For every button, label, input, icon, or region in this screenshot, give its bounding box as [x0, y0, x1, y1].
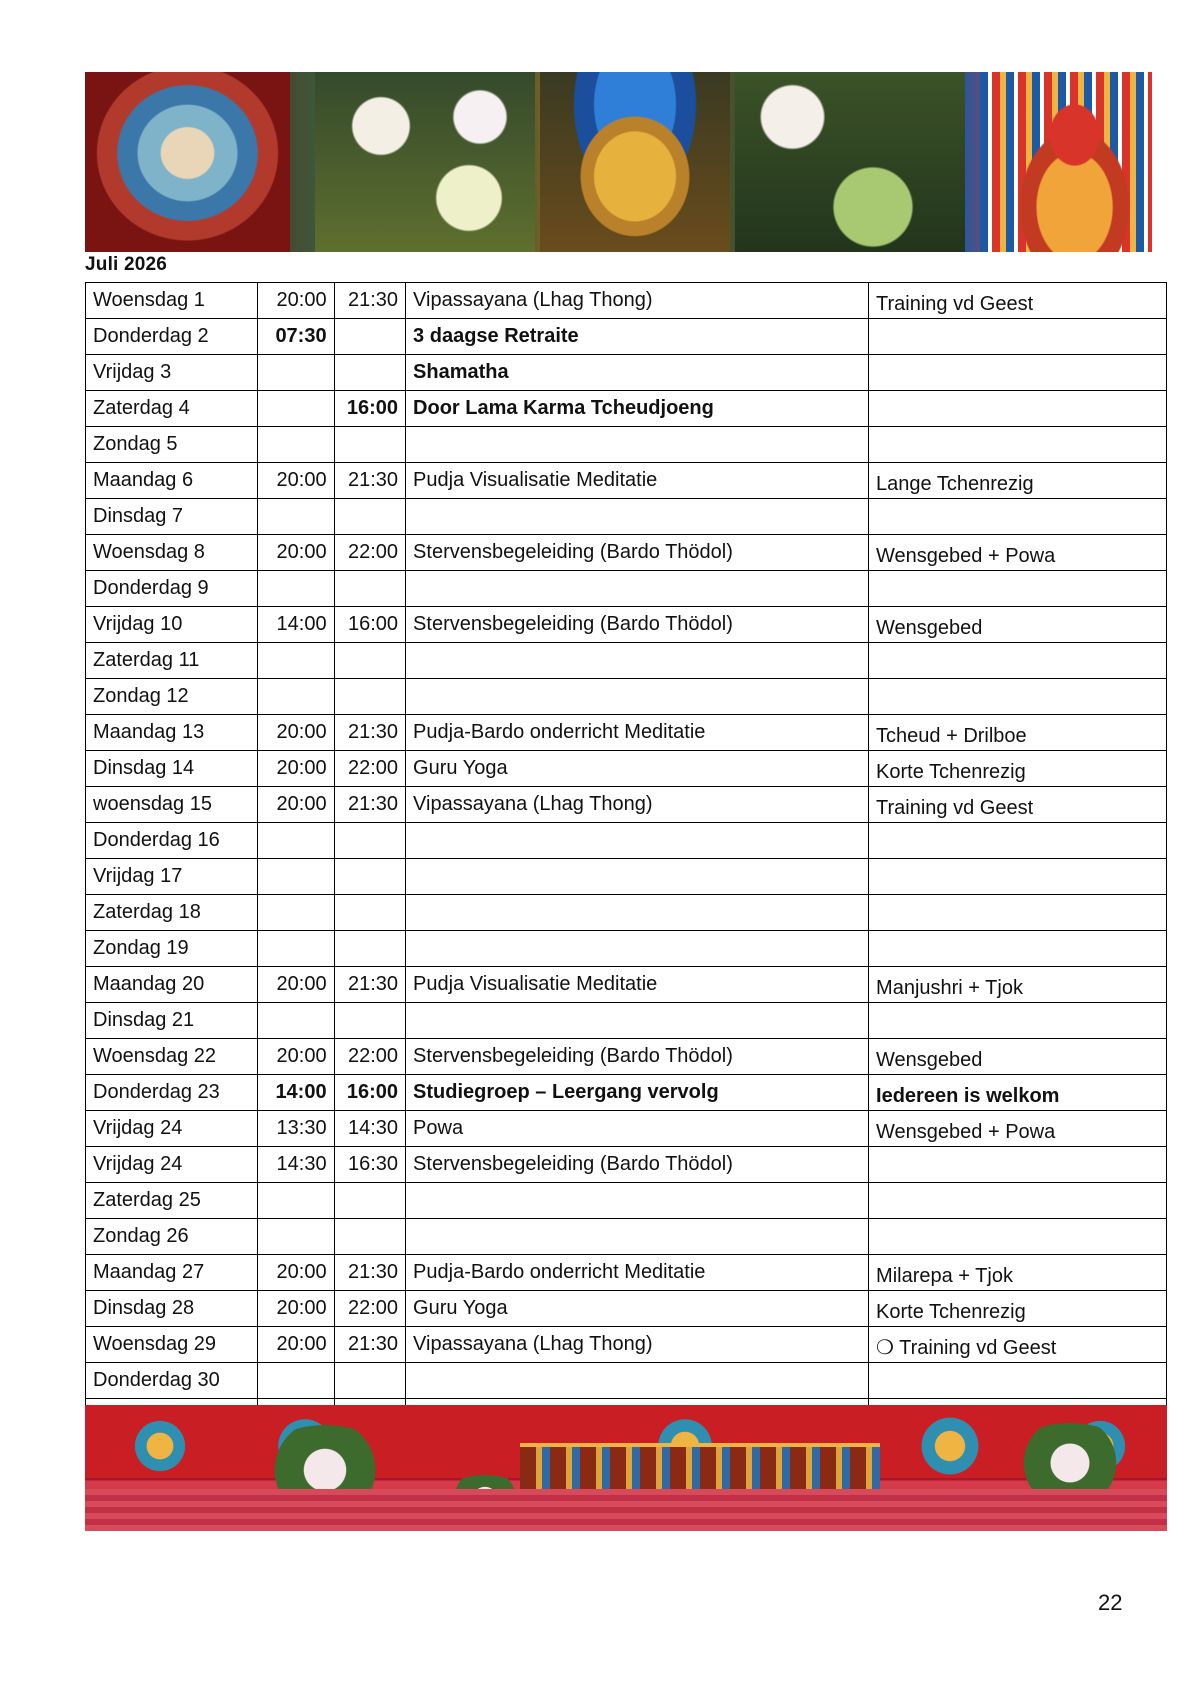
day-cell: Dinsdag 14: [86, 751, 258, 787]
event-cell: [406, 931, 869, 967]
day-cell: Vrijdag 24: [86, 1147, 258, 1183]
day-cell: Zondag 12: [86, 679, 258, 715]
event-cell: Powa: [406, 1111, 869, 1147]
flower-arrangement-left: [315, 72, 535, 252]
day-cell: Vrijdag 24: [86, 1111, 258, 1147]
end-time-cell: [334, 1003, 405, 1039]
event-cell: [406, 859, 869, 895]
deity-painting-left: [85, 72, 290, 252]
event-cell: Studiegroep – Leergang vervolg: [406, 1075, 869, 1111]
schedule-row: [86, 391, 1167, 427]
event-cell: 3 daagse Retraite: [406, 319, 869, 355]
schedule-row: [86, 967, 1167, 1003]
start-time-cell: 20:00: [258, 1255, 334, 1291]
end-time-cell: [334, 499, 405, 535]
day-cell: Zondag 5: [86, 427, 258, 463]
note-cell: Iedereen is welkom: [869, 1075, 1167, 1111]
day-cell: Zaterdag 18: [86, 895, 258, 931]
note-cell: [869, 1219, 1167, 1255]
day-cell: Maandag 6: [86, 463, 258, 499]
schedule-table: [85, 282, 1167, 1435]
start-time-cell: 20:00: [258, 787, 334, 823]
end-time-cell: 16:30: [334, 1147, 405, 1183]
day-cell: Woensdag 29: [86, 1327, 258, 1363]
end-time-cell: 21:30: [334, 787, 405, 823]
end-time-cell: 22:00: [334, 1291, 405, 1327]
note-cell: [869, 859, 1167, 895]
schedule-row: [86, 283, 1167, 319]
note-cell: Lange Tchenrezig: [869, 463, 1167, 499]
schedule-row: [86, 535, 1167, 571]
start-time-cell: [258, 931, 334, 967]
day-cell: Woensdag 1: [86, 283, 258, 319]
note-cell: [869, 355, 1167, 391]
schedule-row: [86, 1075, 1167, 1111]
event-cell: [406, 1183, 869, 1219]
note-cell: [869, 571, 1167, 607]
end-time-cell: 22:00: [334, 751, 405, 787]
note-cell: Wensgebed + Powa: [869, 1111, 1167, 1147]
note-cell: Training vd Geest: [869, 283, 1167, 319]
end-time-cell: [334, 1219, 405, 1255]
schedule-row: [86, 1255, 1167, 1291]
schedule-row: [86, 859, 1167, 895]
note-cell: [869, 1147, 1167, 1183]
schedule-row: [86, 1327, 1167, 1363]
start-time-cell: [258, 355, 334, 391]
end-time-cell: [334, 355, 405, 391]
note-cell: Training vd Geest: [869, 787, 1167, 823]
event-cell: [406, 643, 869, 679]
month-title: Juli 2026: [85, 254, 168, 275]
end-time-cell: 16:00: [334, 607, 405, 643]
start-time-cell: [258, 391, 334, 427]
schedule-row: [86, 1291, 1167, 1327]
note-cell: [869, 931, 1167, 967]
end-time-cell: 21:30: [334, 1255, 405, 1291]
start-time-cell: [258, 895, 334, 931]
deity-painting-right: [980, 72, 1152, 252]
note-cell: [869, 319, 1167, 355]
start-time-cell: 20:00: [258, 283, 334, 319]
start-time-cell: [258, 499, 334, 535]
note-cell: [869, 1003, 1167, 1039]
start-time-cell: [258, 679, 334, 715]
ornament: [885, 1411, 1015, 1481]
event-cell: [406, 823, 869, 859]
start-time-cell: 14:00: [258, 607, 334, 643]
end-time-cell: 21:30: [334, 715, 405, 751]
event-cell: [406, 1003, 869, 1039]
start-time-cell: 14:00: [258, 1075, 334, 1111]
event-cell: Pudja Visualisatie Meditatie: [406, 967, 869, 1003]
schedule-row: [86, 1003, 1167, 1039]
start-time-cell: [258, 571, 334, 607]
note-cell: Wensgebed: [869, 607, 1167, 643]
day-cell: Maandag 20: [86, 967, 258, 1003]
schedule-row: [86, 679, 1167, 715]
schedule-body: [86, 283, 1167, 1435]
end-time-cell: [334, 571, 405, 607]
note-cell: Wensgebed: [869, 1039, 1167, 1075]
note-cell: Tcheud + Drilboe: [869, 715, 1167, 751]
start-time-cell: 20:00: [258, 715, 334, 751]
schedule-row: [86, 1039, 1167, 1075]
note-cell: Milarepa + Tjok: [869, 1255, 1167, 1291]
start-time-cell: 20:00: [258, 1327, 334, 1363]
event-cell: [406, 895, 869, 931]
end-time-cell: 16:00: [334, 391, 405, 427]
note-cell: [869, 643, 1167, 679]
day-cell: Vrijdag 17: [86, 859, 258, 895]
golden-buddha-statue: [540, 72, 730, 252]
day-cell: Donderdag 2: [86, 319, 258, 355]
event-cell: [406, 1363, 869, 1399]
schedule-row: [86, 823, 1167, 859]
schedule-row: [86, 715, 1167, 751]
start-time-cell: [258, 823, 334, 859]
schedule-row: [86, 1111, 1167, 1147]
end-time-cell: 22:00: [334, 535, 405, 571]
schedule-row: [86, 1147, 1167, 1183]
schedule-row: [86, 1183, 1167, 1219]
header-banner-image: [85, 72, 1152, 252]
end-time-cell: [334, 859, 405, 895]
start-time-cell: [258, 859, 334, 895]
page-number: 22: [1098, 1590, 1123, 1615]
day-cell: Donderdag 9: [86, 571, 258, 607]
note-cell: Wensgebed + Powa: [869, 535, 1167, 571]
start-time-cell: [258, 1363, 334, 1399]
note-cell: [869, 427, 1167, 463]
note-cell: Manjushri + Tjok: [869, 967, 1167, 1003]
day-cell: Donderdag 30: [86, 1363, 258, 1399]
start-time-cell: 14:30: [258, 1147, 334, 1183]
note-cell: Korte Tchenrezig: [869, 1291, 1167, 1327]
event-cell: [406, 679, 869, 715]
schedule-row: [86, 1363, 1167, 1399]
schedule-row: [86, 499, 1167, 535]
start-time-cell: 20:00: [258, 463, 334, 499]
end-time-cell: [334, 679, 405, 715]
day-cell: Woensdag 8: [86, 535, 258, 571]
day-cell: Zaterdag 11: [86, 643, 258, 679]
note-cell: Korte Tchenrezig: [869, 751, 1167, 787]
note-cell: [869, 679, 1167, 715]
day-cell: Zaterdag 4: [86, 391, 258, 427]
note-cell: [869, 1183, 1167, 1219]
event-cell: Stervensbegeleiding (Bardo Thödol): [406, 607, 869, 643]
start-time-cell: 13:30: [258, 1111, 334, 1147]
end-time-cell: 14:30: [334, 1111, 405, 1147]
footer-banner-image: [85, 1405, 1167, 1531]
day-cell: Donderdag 16: [86, 823, 258, 859]
day-cell: Vrijdag 10: [86, 607, 258, 643]
schedule-row: [86, 427, 1167, 463]
start-time-cell: [258, 427, 334, 463]
note-cell: [869, 1363, 1167, 1399]
schedule-row: [86, 751, 1167, 787]
schedule-row: [86, 463, 1167, 499]
schedule-row: [86, 355, 1167, 391]
flower-arrangement-right: [735, 72, 965, 252]
day-cell: Woensdag 22: [86, 1039, 258, 1075]
day-cell: Dinsdag 7: [86, 499, 258, 535]
end-time-cell: [334, 931, 405, 967]
schedule-row: [86, 895, 1167, 931]
event-cell: [406, 571, 869, 607]
end-time-cell: [334, 895, 405, 931]
note-cell: [869, 499, 1167, 535]
schedule-row: [86, 607, 1167, 643]
event-cell: Pudja-Bardo onderricht Meditatie: [406, 715, 869, 751]
schedule-row: [86, 1219, 1167, 1255]
schedule-row: [86, 319, 1167, 355]
day-cell: Dinsdag 21: [86, 1003, 258, 1039]
day-cell: Maandag 27: [86, 1255, 258, 1291]
end-time-cell: 21:30: [334, 463, 405, 499]
schedule-row: [86, 931, 1167, 967]
event-cell: Guru Yoga: [406, 751, 869, 787]
schedule-row: [86, 643, 1167, 679]
end-time-cell: [334, 823, 405, 859]
schedule-row: [86, 571, 1167, 607]
event-cell: [406, 1219, 869, 1255]
day-cell: Zaterdag 25: [86, 1183, 258, 1219]
start-time-cell: [258, 1219, 334, 1255]
schedule-row: [86, 787, 1167, 823]
note-cell: [869, 823, 1167, 859]
start-time-cell: 20:00: [258, 1291, 334, 1327]
event-cell: [406, 427, 869, 463]
start-time-cell: 20:00: [258, 967, 334, 1003]
end-time-cell: 21:30: [334, 283, 405, 319]
day-cell: Zondag 26: [86, 1219, 258, 1255]
event-cell: Door Lama Karma Tcheudjoeng: [406, 391, 869, 427]
end-time-cell: 21:30: [334, 1327, 405, 1363]
start-time-cell: 07:30: [258, 319, 334, 355]
day-cell: Donderdag 23: [86, 1075, 258, 1111]
end-time-cell: [334, 427, 405, 463]
red-carpet: [85, 1489, 1167, 1531]
event-cell: Guru Yoga: [406, 1291, 869, 1327]
note-cell: [869, 895, 1167, 931]
end-time-cell: [334, 1183, 405, 1219]
start-time-cell: [258, 1003, 334, 1039]
end-time-cell: 22:00: [334, 1039, 405, 1075]
end-time-cell: [334, 643, 405, 679]
note-cell: [869, 391, 1167, 427]
end-time-cell: 21:30: [334, 967, 405, 1003]
day-cell: Vrijdag 3: [86, 355, 258, 391]
start-time-cell: 20:00: [258, 535, 334, 571]
event-cell: Stervensbegeleiding (Bardo Thödol): [406, 1147, 869, 1183]
start-time-cell: 20:00: [258, 751, 334, 787]
end-time-cell: 16:00: [334, 1075, 405, 1111]
note-cell: ❍ Training vd Geest: [869, 1327, 1167, 1363]
event-cell: Pudja Visualisatie Meditatie: [406, 463, 869, 499]
event-cell: Stervensbegeleiding (Bardo Thödol): [406, 535, 869, 571]
ornament: [105, 1411, 215, 1481]
event-cell: Vipassayana (Lhag Thong): [406, 787, 869, 823]
event-cell: Pudja-Bardo onderricht Meditatie: [406, 1255, 869, 1291]
event-cell: [406, 499, 869, 535]
event-cell: Stervensbegeleiding (Bardo Thödol): [406, 1039, 869, 1075]
day-cell: Zondag 19: [86, 931, 258, 967]
start-time-cell: [258, 1183, 334, 1219]
event-cell: Vipassayana (Lhag Thong): [406, 283, 869, 319]
end-time-cell: [334, 1363, 405, 1399]
event-cell: Shamatha: [406, 355, 869, 391]
end-time-cell: [334, 319, 405, 355]
start-time-cell: 20:00: [258, 1039, 334, 1075]
day-cell: Maandag 13: [86, 715, 258, 751]
start-time-cell: [258, 643, 334, 679]
day-cell: Dinsdag 28: [86, 1291, 258, 1327]
day-cell: woensdag 15: [86, 787, 258, 823]
event-cell: Vipassayana (Lhag Thong): [406, 1327, 869, 1363]
